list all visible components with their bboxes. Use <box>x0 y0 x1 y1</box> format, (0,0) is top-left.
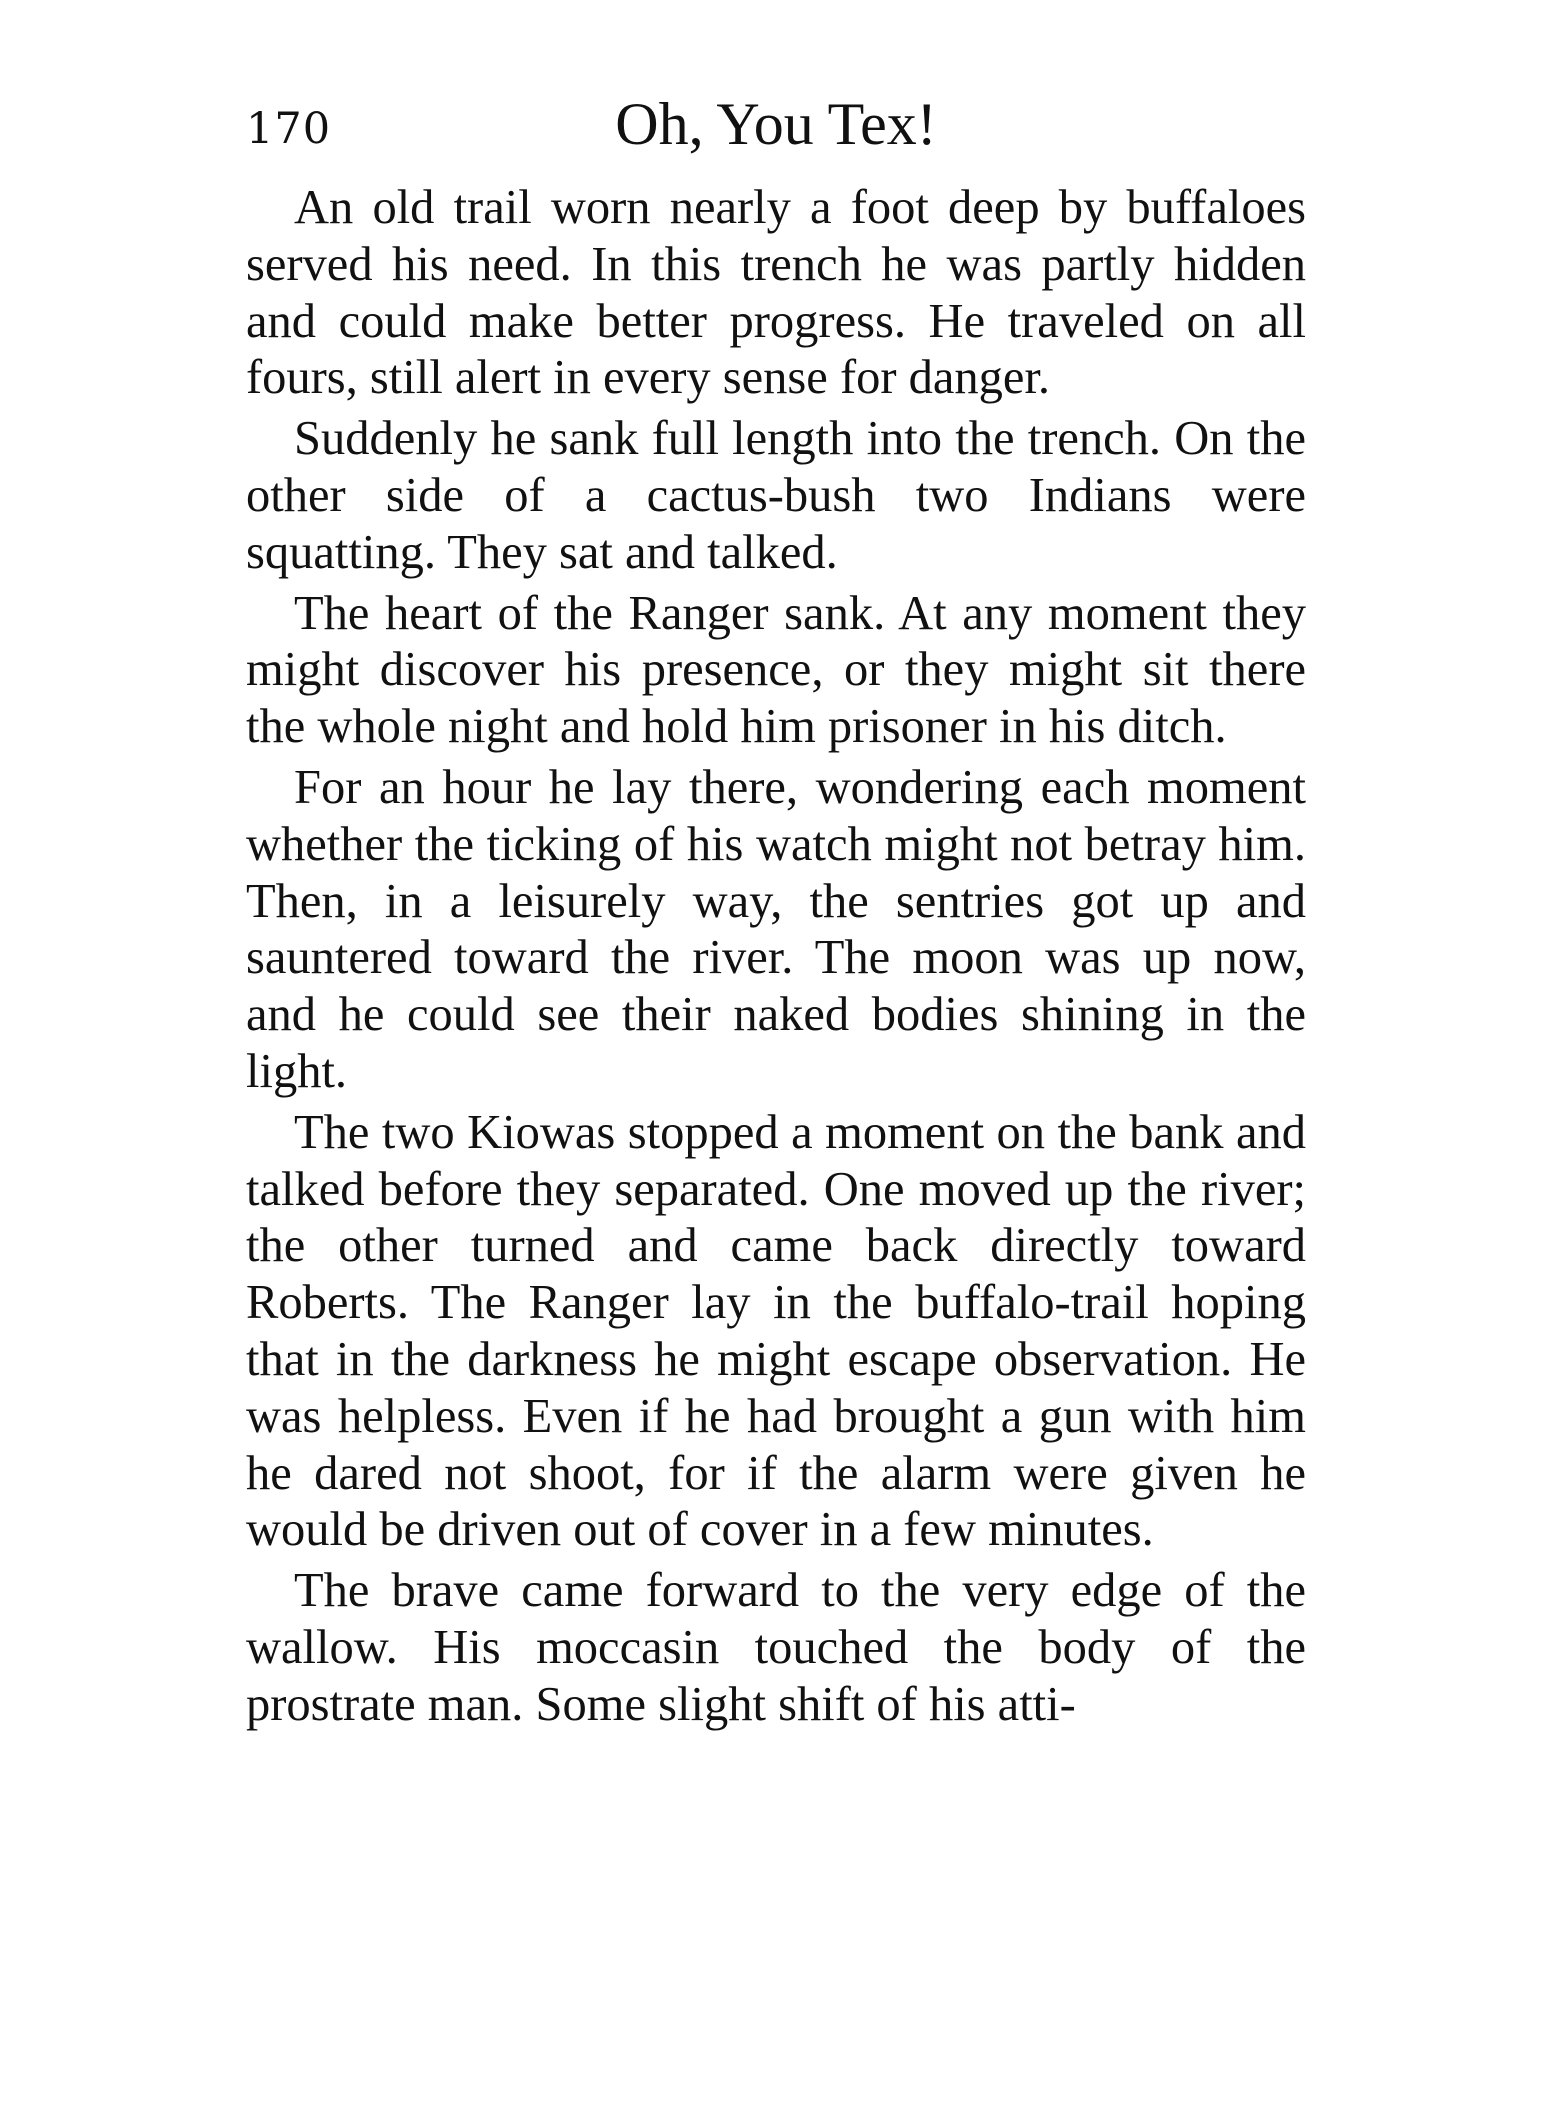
paragraph: The heart of the Ranger sank. At any moment they might discover his presence, or they might sit there the whole night and hold him prisoner in his ditch. <box>246 586 1306 754</box>
paragraph: The two Kiowas stopped a moment on the bank and talked before they separated. One moved up the river; the other turned and came back directly toward Roberts. The Ranger lay in the buffalo-trail hoping that in the darkness he might escape observation. He was helpless. Even if he had brought a gun with him he dared not shoot, for if the alarm were given he would be driven out of cover in a few minutes. <box>246 1105 1306 1557</box>
paragraph: An old trail worn nearly a foot deep by buffaloes served his need. In this trench he was partly hidden and could make better progress. He traveled on all fours, still alert in every sense for danger. <box>246 181 1306 405</box>
page-header <box>246 90 1306 170</box>
paragraph: For an hour he lay there, wondering each moment whether the ticking of his watch might not betray him. Then, in a leisurely way, the sentries got up and sauntered toward the river. The moon was up now, and he could see their naked bodies shining in the light. <box>246 760 1306 1098</box>
paragraph: The brave came forward to the very edge of the wallow. His moccasin touched the body of the prostrate man. Some slight shift of his atti- <box>246 1564 1306 1731</box>
page-number: 170 <box>246 104 332 154</box>
body-text <box>246 180 1306 1738</box>
running-title: Oh, You Tex! <box>615 91 937 157</box>
paragraph: Suddenly he sank full length into the trench. On the other side of a cactus-bush two Indians were squatting. They sat and talked. <box>246 412 1306 579</box>
